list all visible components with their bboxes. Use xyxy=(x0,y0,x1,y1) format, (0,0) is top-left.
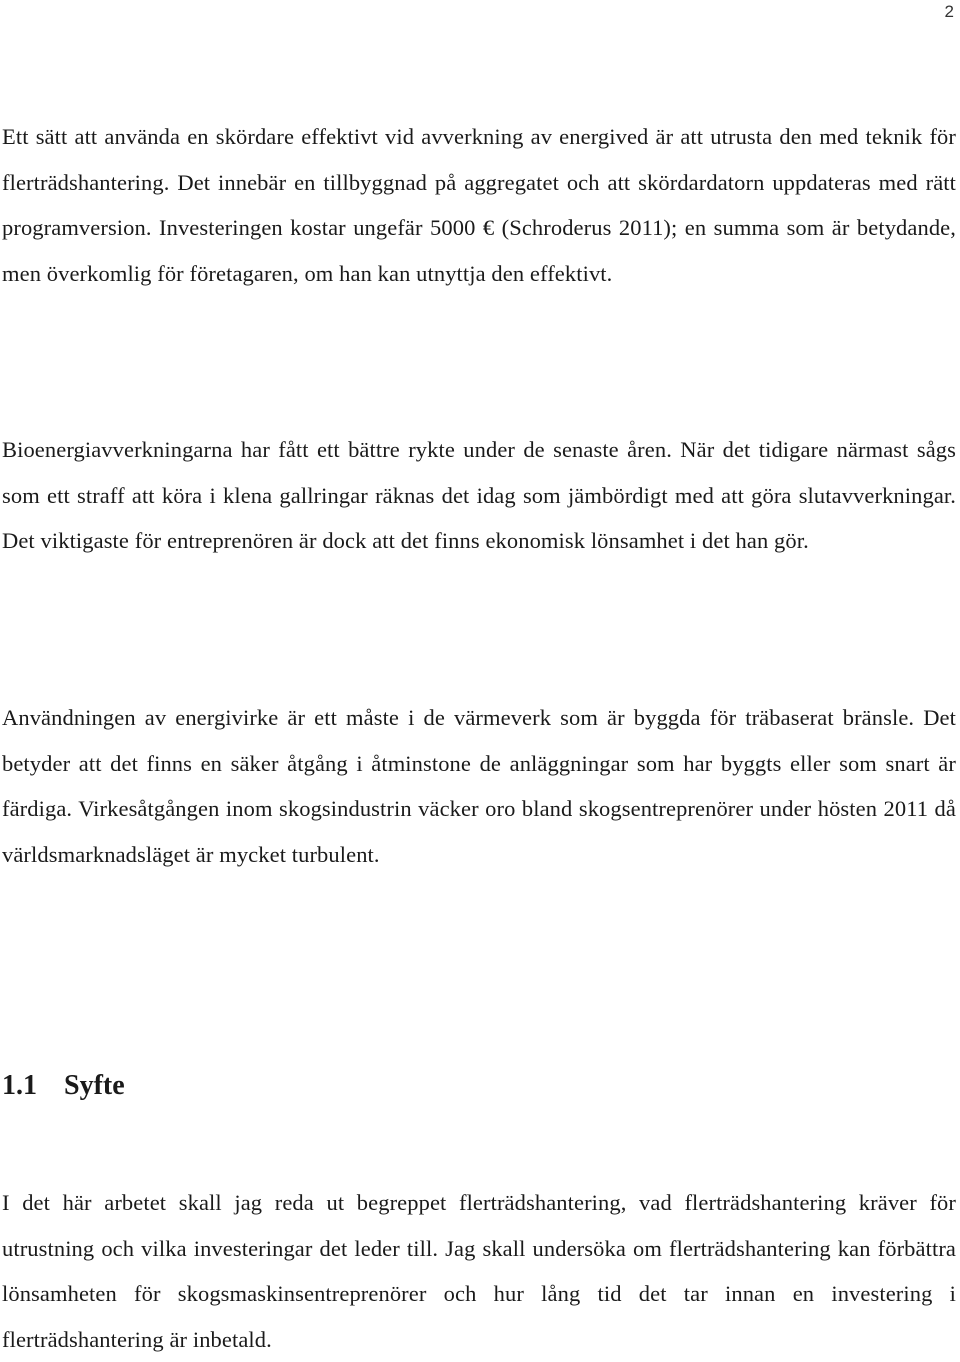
section-heading xyxy=(2,1066,125,1106)
page-number: 2 xyxy=(944,2,954,21)
body-paragraph-1: Ett sätt att använda en skördare effektivt vid avverkning av energived är att utrusta den med teknik för flerträdshantering. Det innebär en tillbyggnad på aggregatet och att skördardatorn uppdateras med rätt programversion. Investeringen kostar ungefär 5000 € (Schroderus 2011); en summa som är betydande, men överkomlig för företagaren, om han kan utnyttja den effektivt. xyxy=(2,124,956,286)
body-paragraph-3: Användningen av energivirke är ett måste i de värmeverk som är byggda för träbaserat bränsle. Det betyder att det finns en säker åtgång i åtminstone de anläggningar som har byggts eller som snart är färdiga. Virkesåtgången inom skogsindustrin väcker oro bland skogsentreprenörer under hösten 2011 då världsmarknadsläget är mycket turbulent. xyxy=(2,705,956,867)
section-number: 1.1 xyxy=(2,1070,37,1101)
section-paragraph: I det här arbetet skall jag reda ut begreppet flerträdshantering, vad flerträdshantering kräver för utrustning och vilka investeringar det leder till. Jag skall undersöka om flerträdshantering kan förbättra lönsamheten för skogsmaskinsentreprenörer och hur lång tid det tar innan en investering i flerträdshantering är inbetald. xyxy=(2,1190,956,1352)
body-paragraph-2: Bioenergiavverkningarna har fått ett bättre rykte under de senaste åren. När det tidigare närmast sågs som ett straff att köra i klena gallringar räknas det idag som jämbördigt med att göra slutavverkningar. Det viktigaste för entreprenören är dock att det finns ekonomisk lönsamhet i det han gör. xyxy=(2,437,956,553)
section-title: Syfte xyxy=(64,1070,125,1101)
